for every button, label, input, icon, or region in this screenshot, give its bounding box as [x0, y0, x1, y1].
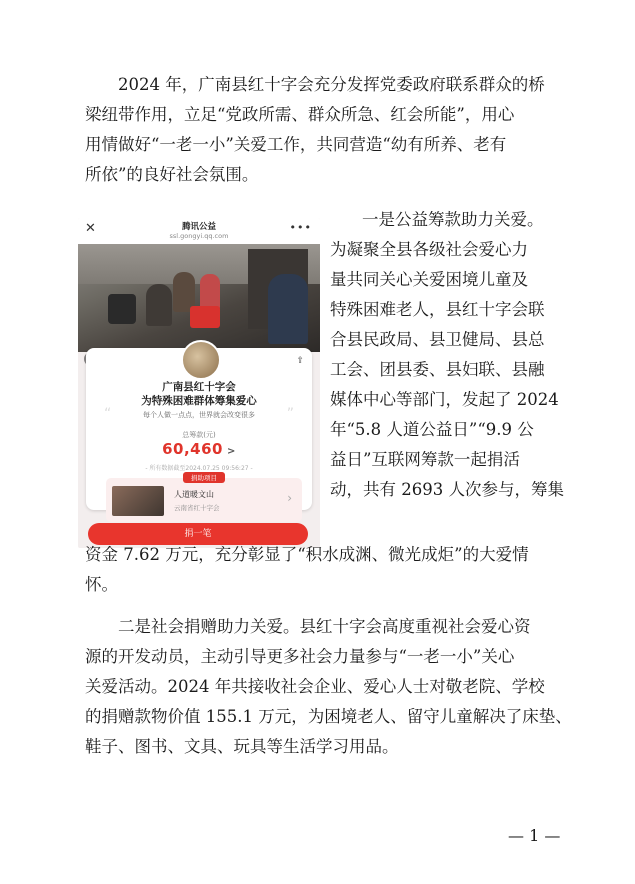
donate-button[interactable]: 捐一笔	[88, 523, 308, 545]
text-line: 所依”的良好社会氛围。	[85, 165, 259, 184]
fundraising-screenshot	[78, 218, 320, 548]
project-tag: 捐助项目	[183, 472, 225, 483]
text-line: 特殊困难老人，县红十字会联	[330, 300, 545, 319]
photo-elder	[146, 284, 172, 326]
close-icon[interactable]: ✕	[85, 221, 96, 236]
paragraph-fundraising	[330, 205, 564, 505]
text-line: 源的开发动员，主动引导更多社会力量参与“一老一小”关心	[85, 647, 515, 666]
project-thumbnail	[112, 486, 164, 516]
page-url: ssl.gongyi.qq.com	[169, 232, 229, 240]
text-line: 梁纽带作用，立足“党政所需、群众所急、红会所能”，用心	[85, 105, 515, 124]
share-icon[interactable]: ⇪	[296, 356, 304, 366]
text-line: 益日”互联网筹款一起捐活	[330, 450, 520, 469]
card-title	[86, 380, 312, 408]
text-line: 媒体中心等部门，发起了 2024	[330, 390, 559, 409]
text-line: 工会、团县委、县妇联、县融	[330, 360, 545, 379]
text-line: 年“5.8 人道公益日”“9.9 公	[330, 420, 534, 439]
org-avatar	[181, 340, 221, 380]
photo-stool	[108, 294, 136, 324]
raised-amount-value: 60,460	[162, 440, 223, 458]
project-card	[86, 348, 312, 510]
browser-header	[78, 218, 320, 245]
project-name: 人道暖文山	[174, 490, 214, 499]
paragraph-donations	[85, 612, 572, 762]
text-line: 为凝聚全县各级社会爱心力	[330, 240, 528, 259]
raised-label: 总筹款(元)	[182, 431, 216, 439]
raised-amount[interactable]	[86, 440, 312, 458]
photo-gift-bag	[190, 306, 220, 328]
more-icon[interactable]: •••	[289, 221, 312, 234]
text-line: 二是社会捐赠助力关爱。县红十字会高度重视社会爱心资	[118, 617, 531, 636]
paragraph-intro	[85, 70, 545, 190]
paragraph-fundraising-cont	[85, 540, 529, 600]
card-title-line: 为特殊困难群体筹集爱心	[141, 395, 257, 407]
section-heading: 一是公益筹款助力关爱。	[362, 210, 544, 229]
linked-project[interactable]	[106, 474, 302, 522]
text-line: 2024 年，广南县红十字会充分发挥党委政府联系群众的桥	[118, 75, 545, 94]
text-line: 量共同关心关爱困境儿童及	[330, 270, 528, 289]
slogan: 每个人做一点点，世界就会改变很多	[143, 411, 255, 419]
text-line: 关爱活动。2024 年共接收社会企业、爱心人士对敬老院、学校	[85, 677, 545, 696]
text-line: 鞋子、图书、文具、玩具等生活学习用品。	[85, 737, 399, 756]
chevron-right-icon: ›	[287, 491, 292, 505]
text-line: 的捐赠款物价值 155.1 万元，为困境老人、留守儿童解决了床垫、	[85, 707, 572, 726]
page-number: — 1 —	[508, 826, 561, 845]
photo-child	[200, 274, 220, 310]
quote-close-icon: ”	[286, 406, 294, 422]
data-cutoff: - 所有数据截至2024.07.25 09:56:27 -	[145, 465, 253, 472]
text-line: 动，共有 2693 人次参与，筹集	[330, 480, 564, 499]
text-line: 资金 7.62 万元，充分彰显了“积水成渊、微光成炬”的大爱情	[85, 545, 529, 564]
chevron-right-icon: >	[227, 446, 236, 457]
project-org: 云南省红十字会	[174, 504, 220, 512]
card-title-line: 广南县红十字会	[162, 381, 236, 393]
cover-photo	[78, 244, 320, 352]
app-title: 腾讯公益	[181, 222, 216, 232]
photo-volunteer	[268, 274, 308, 344]
quote-open-icon: “	[104, 406, 112, 422]
text-line: 用情做好“一老一小”关爱工作，共同营造“幼有所养、老有	[85, 135, 507, 154]
text-line: 怀。	[85, 575, 118, 594]
text-line: 合县民政局、县卫健局、县总	[330, 330, 545, 349]
